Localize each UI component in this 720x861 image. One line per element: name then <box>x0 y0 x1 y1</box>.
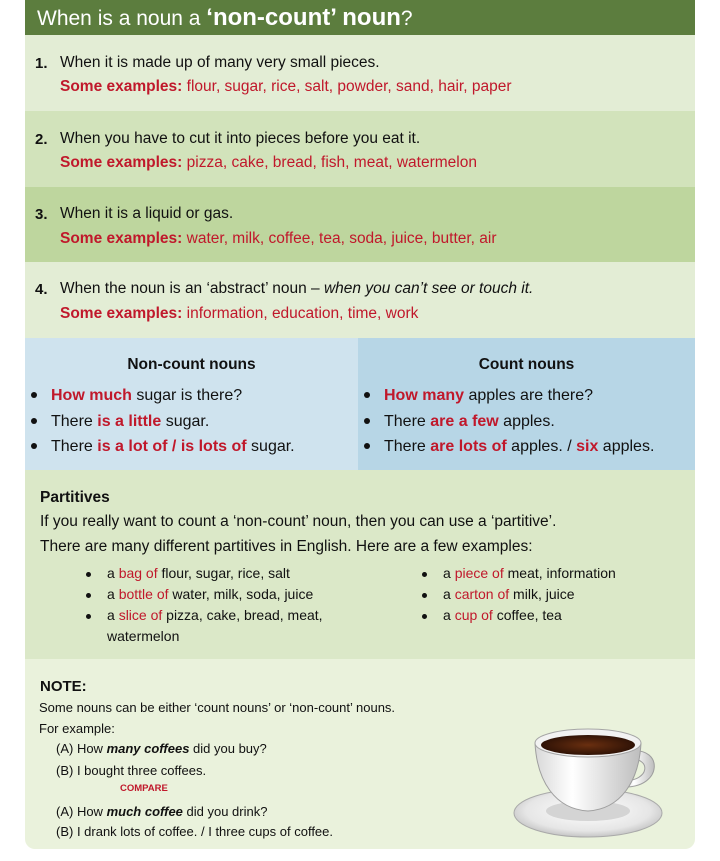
note-section <box>25 659 695 849</box>
note-title: NOTE: <box>40 678 87 695</box>
noncount-item: There is a lot of / is lots of sugar. <box>31 438 295 456</box>
rule-3 <box>25 187 695 262</box>
rule-text: When it is a liquid or gas. <box>60 205 234 222</box>
partitives-intro-2: There are many different partitives in English. Here are a few examples: <box>40 538 533 555</box>
coffee-cup-icon <box>513 703 673 843</box>
partitive-item: a slice of pizza, cake, bread, meat, <box>107 607 323 623</box>
partitives-section <box>25 470 695 659</box>
rule-examples: Some examples: pizza, cake, bread, fish, meat, watermelon <box>60 154 477 171</box>
title-emphasis: ‘non-count’ noun <box>206 4 401 31</box>
rule-text: When you have to cut it into pieces before you eat it. <box>60 130 421 147</box>
rule-text: When the noun is an ‘abstract’ noun – when you can’t see or touch it. <box>60 280 534 297</box>
partitive-item: a bottle of water, milk, soda, juice <box>107 586 313 602</box>
compare-label: COMPARE <box>120 783 168 794</box>
count-item: How many apples are there? <box>364 387 593 405</box>
partitives-title: Partitives <box>40 489 110 506</box>
rule-examples: Some examples: water, milk, coffee, tea, soda, juice, butter, air <box>60 230 497 247</box>
partitive-item: a bag of flour, sugar, rice, salt <box>107 565 290 581</box>
count-item: There are lots of apples. / six apples. <box>364 438 654 456</box>
rule-examples: Some examples: information, education, time, work <box>60 305 419 322</box>
page-title: When is a noun a ‘non-count’ noun? <box>37 4 413 31</box>
partitive-item: a piece of meat, information <box>443 565 616 581</box>
count-title: Count nouns <box>478 356 575 373</box>
partitive-item: a cup of coffee, tea <box>443 607 562 623</box>
partitives-intro: If you really want to count a ‘non-count’ noun, then you can use a ‘partitive’. <box>40 513 557 530</box>
partitive-item: a carton of milk, juice <box>443 586 575 602</box>
count-column <box>358 338 695 470</box>
note-example: (B) I bought three coffees. <box>56 763 207 778</box>
rule-examples: Some examples: flour, sugar, rice, salt, powder, sand, hair, paper <box>60 78 512 95</box>
rule-2 <box>25 111 695 187</box>
rule-number: 1. <box>35 55 48 72</box>
note-text: Some nouns can be either ‘count nouns’ or ‘non-count’ nouns. <box>39 700 396 715</box>
partitive-item-continuation: watermelon <box>107 628 180 644</box>
rule-number: 4. <box>35 281 48 298</box>
noncount-column <box>25 338 358 470</box>
rule-1 <box>25 35 695 111</box>
note-example: (B) I drank lots of coffee. / I three cups of coffee. <box>56 824 333 839</box>
page-header <box>25 0 695 35</box>
rule-text: When it is made up of many very small pieces. <box>60 54 380 71</box>
count-item: There are a few apples. <box>364 413 555 431</box>
noncount-title: Non-count nouns <box>127 356 256 373</box>
rule-number: 3. <box>35 206 48 223</box>
note-example: (A) How many coffees did you buy? <box>56 741 267 756</box>
note-text: For example: <box>39 721 115 736</box>
note-example: (A) How much coffee did you drink? <box>56 804 268 819</box>
noncount-item: How much sugar is there? <box>31 387 242 405</box>
rule-4 <box>25 262 695 338</box>
noncount-item: There is a little sugar. <box>31 413 209 431</box>
rule-number: 2. <box>35 131 48 148</box>
